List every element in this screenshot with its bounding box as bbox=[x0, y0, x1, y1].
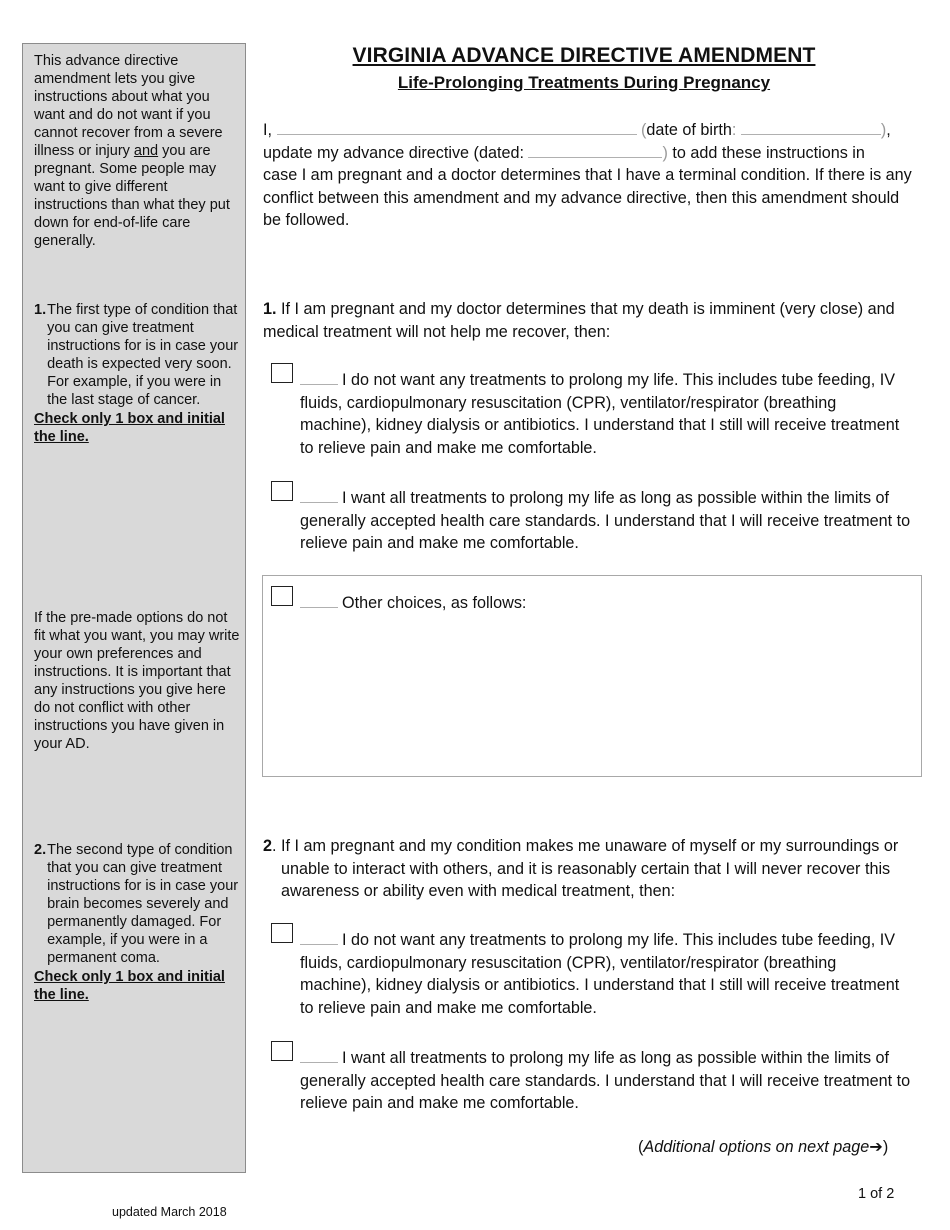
sidebar-item-1 bbox=[34, 301, 240, 446]
document-title: VIRGINIA ADVANCE DIRECTIVE AMENDMENT bbox=[352, 44, 816, 67]
dob-close-paren: ) bbox=[880, 121, 887, 139]
section-2-option-a-initial-line[interactable] bbox=[300, 930, 338, 945]
section-2-option-b-text: I want all treatments to prolong my life as long as possible within the limits of generally accepted health care standards. I understand that I will receive treatment to relieve pain and make me comfortable. bbox=[300, 1049, 911, 1113]
section-1-option-b-initial-line[interactable] bbox=[300, 488, 338, 503]
sidebar-item-1-text: The first type of condition that you can give treatment instructions for is in case your death is expected very soon. For example, if you were in the last stage of cancer. bbox=[47, 302, 239, 408]
sidebar-intro bbox=[34, 52, 240, 250]
dob-comma: , bbox=[886, 121, 891, 139]
update-text: update my advance directive (dated: bbox=[263, 143, 524, 162]
name-field[interactable] bbox=[277, 120, 637, 135]
section-2-heading bbox=[263, 835, 913, 903]
arrow-right-icon: ➔ bbox=[869, 1138, 883, 1156]
section-2-option-a-text: I do not want any treatments to prolong my life. This includes tube feeding, IV fluids, cardiopulmonary resuscitation (CPR), ventilator/respirator (breathing machine), kidney dialysis or antibiotics. I understand that I still will receive treatment to relieve pain and make me comfortable. bbox=[300, 931, 900, 1017]
section-1-other-initial-line[interactable] bbox=[300, 593, 338, 608]
next-open-paren: ( bbox=[638, 1138, 644, 1156]
sidebar-item-1-check-note: Check only 1 box and initial the line. bbox=[34, 411, 225, 445]
section-2-option-all-treatment bbox=[271, 1047, 911, 1115]
section-1-option-b-text: I want all treatments to prolong my life as long as possible within the limits of generally accepted health care standards. I understand that I will receive treatment to relieve pain and make me comfortable. bbox=[300, 489, 911, 553]
updated-date: updated March 2018 bbox=[112, 1205, 227, 1219]
section-1-option-a-text: I do not want any treatments to prolong my life. This includes tube feeding, IV fluids, cardiopulmonary resuscitation (CPR), ventilator/respirator (breathing machine), kidney dialysis or antibiotics. I understand that I still will receive treatment to relieve pain and make me comfortable. bbox=[300, 371, 900, 457]
section-1-heading bbox=[263, 298, 913, 343]
sidebar-intro-text-end: you are pregnant. Some people may want to give different instructions than what they put down for end-of-life care generally. bbox=[34, 143, 230, 249]
section-1-option-no-treatment bbox=[271, 369, 911, 459]
section-2-heading-text: . If I am pregnant and my condition makes me unaware of myself or my surroundings or unable to interact with others, and it is reasonably certain that I will never recover this awareness or ability even with medical treatment, then: bbox=[272, 837, 899, 901]
sidebar-item-2-number: 2. bbox=[34, 842, 47, 858]
section-2-number: 2 bbox=[263, 837, 273, 855]
section-1-number: 1. bbox=[263, 300, 277, 318]
sidebar-intro-text: This advance directive amendment lets you give instructions about what you want and do not want if you cannot recover from a severe illness or injury bbox=[34, 53, 223, 159]
section-1-other-checkbox[interactable] bbox=[271, 586, 293, 606]
document-subtitle: Life-Prolonging Treatments During Pregnancy bbox=[397, 73, 771, 92]
intro-rest: case I am pregnant and a doctor determines that I have a terminal condition. If there is any conflict between this amendment and my advance directive, then this amendment should be followed. bbox=[263, 166, 912, 230]
section-2-option-b-initial-line[interactable] bbox=[300, 1048, 338, 1063]
section-2-option-no-treatment bbox=[271, 929, 911, 1019]
section-1-other-text: Other choices, as follows: bbox=[342, 594, 527, 612]
sidebar-item-2-check-note: Check only 1 box and initial the line. bbox=[34, 969, 225, 1003]
dob-open-paren: ( bbox=[641, 121, 647, 139]
dob-label: date of birth bbox=[646, 121, 732, 139]
dob-colon: : bbox=[731, 121, 737, 139]
instructions-sidebar bbox=[22, 43, 246, 1173]
section-1-option-other bbox=[271, 592, 911, 615]
sidebar-other-note: If the pre-made options do not fit what you want, you may write your own preferences and instructions. It is important that any instructions you give here do not conflict with other instructions you have given in your AD. bbox=[34, 610, 240, 752]
next-close-paren: ) bbox=[882, 1138, 889, 1156]
intro-rest-first: to add these instructions in bbox=[667, 143, 865, 162]
section-1-option-all-treatment bbox=[271, 487, 911, 555]
dated-field[interactable] bbox=[528, 143, 662, 158]
next-page-note bbox=[638, 1137, 888, 1157]
next-page-text: Additional options on next page bbox=[643, 1138, 870, 1156]
section-1-heading-text: If I am pregnant and my doctor determines that my death is imminent (very close) and medical treatment will not help me recover, then: bbox=[263, 300, 895, 341]
sidebar-intro-underlined: and bbox=[133, 143, 159, 159]
section-1-option-a-initial-line[interactable] bbox=[300, 370, 338, 385]
dated-close-paren: ) bbox=[662, 143, 668, 162]
date-of-birth-field[interactable] bbox=[741, 120, 881, 135]
sidebar-item-2 bbox=[34, 841, 240, 1004]
section-2-option-a-checkbox[interactable] bbox=[271, 923, 293, 943]
section-1-option-b-checkbox[interactable] bbox=[271, 481, 293, 501]
i-label: I, bbox=[263, 121, 272, 139]
section-2-option-b-checkbox[interactable] bbox=[271, 1041, 293, 1061]
section-1-option-a-checkbox[interactable] bbox=[271, 363, 293, 383]
intro-paragraph bbox=[263, 119, 913, 232]
page-number: 1 of 2 bbox=[858, 1186, 895, 1202]
sidebar-item-2-text: The second type of condition that you can give treatment instructions for is in case your brain becomes severely and permanently damaged. For example, if you were in a permanent coma. bbox=[47, 842, 239, 966]
sidebar-item-1-number: 1. bbox=[34, 302, 47, 318]
